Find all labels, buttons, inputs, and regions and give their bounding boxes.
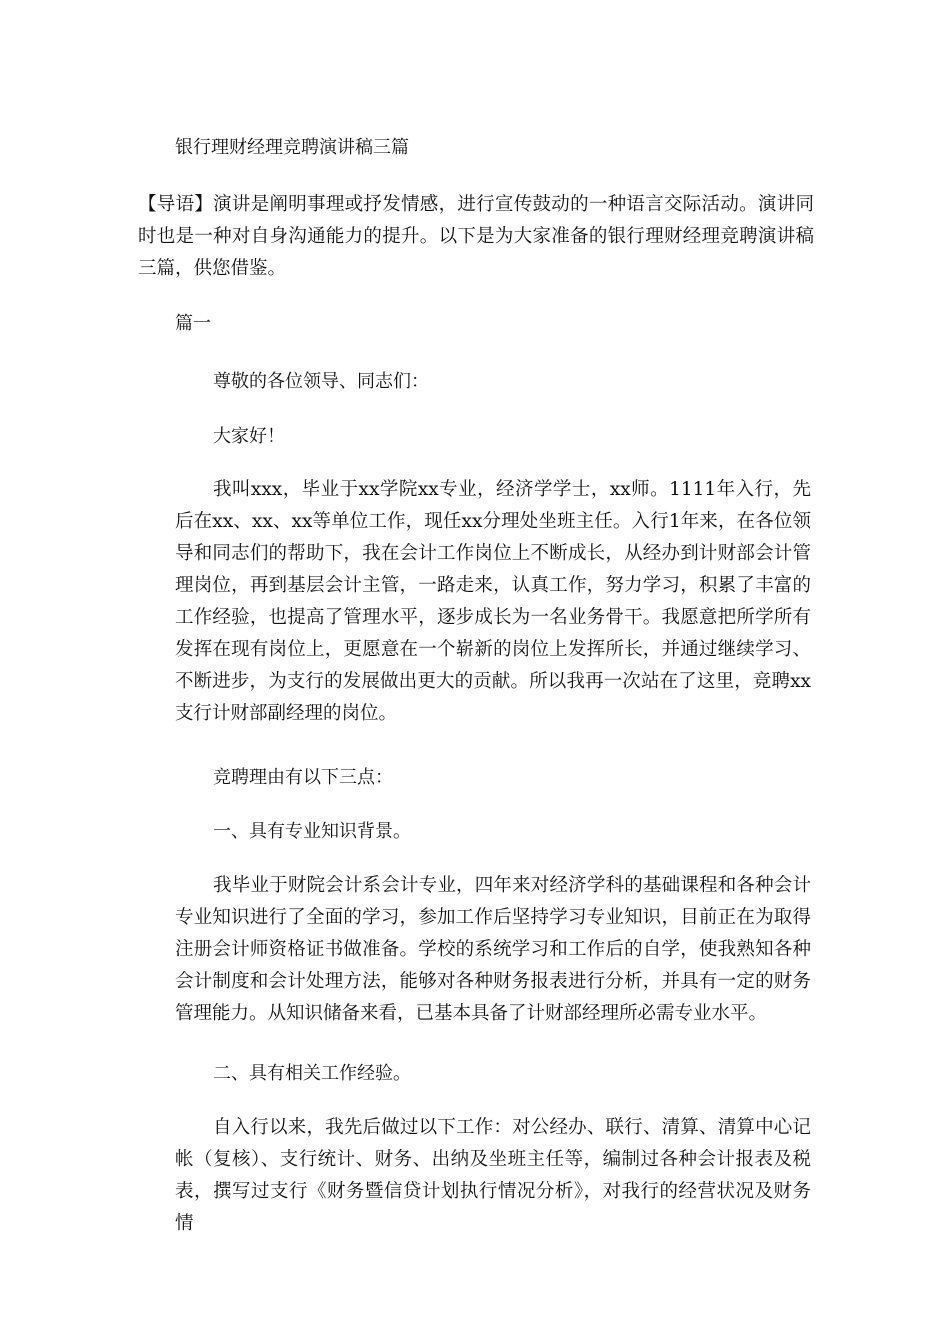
section-heading: 篇一 <box>175 313 211 334</box>
reason-1-heading: 一、具有专业知识背景。 <box>213 821 411 842</box>
reasons-intro: 竞聘理由有以下三点： <box>213 767 393 788</box>
greeting: 大家好！ <box>213 426 285 447</box>
intro-paragraph: 【导语】演讲是阐明事理或抒发情感，进行宣传鼓动的一种语言交际活动。演讲同时也是一种对自身沟通能力的提升。以下是为大家准备的银行理财经理竞聘演讲稿三篇，供您借鉴。 <box>138 194 814 279</box>
document-title: 银行理财经理竞聘演讲稿三篇 <box>175 137 409 158</box>
reason-2-heading: 二、具有相关工作经验。 <box>213 1063 411 1084</box>
self-intro-paragraph: 我叫xxx，毕业于xx学院xx专业，经济学学士，xx师。1111年入行，先后在xx、xx、xx等单位工作，现任xx分理处坐班主任。入行1年来，在各位领导和同志们的帮助下，我在会计工作岗位上不断成长，从经办到计财部会计管理岗位，再到基层会计主管，一路走来，认真工作，努力学习，积累了丰富的工作经验，也提高了管理水平，逐步成长为一名业务骨干。我愿意把所学所有发挥在现有岗位上，更愿意在一个崭新的岗位上发挥所长，并通过继续学习、不断进步，为支行的发展做出更大的贡献。所以我再一次站在了这里，竞聘xx支行计财部副经理的岗位。 <box>175 479 811 724</box>
reason-2-paragraph: 自入行以来，我先后做过以下工作：对公经办、联行、清算、清算中心记帐（复核）、支行统计、财务、出纳及坐班主任等，编制过各种会计报表及税表，撰写过支行《财务暨信贷计划执行情况分析》，对我行的经营状况及财务情 <box>175 1117 811 1234</box>
salutation: 尊敬的各位领导、同志们： <box>213 371 429 392</box>
reason-1-paragraph: 我毕业于财院会计系会计专业，四年来对经济学科的基础课程和各种会计专业知识进行了全面的学习，参加工作后坚持学习专业知识，目前正在为取得注册会计师资格证书做准备。学校的系统学习和工作后的自学，使我熟知各种会计制度和会计处理方法，能够对各种财务报表进行分析，并具有一定的财务管理能力。从知识储备来看，已基本具备了计财部经理所必需专业水平。 <box>175 875 811 1024</box>
